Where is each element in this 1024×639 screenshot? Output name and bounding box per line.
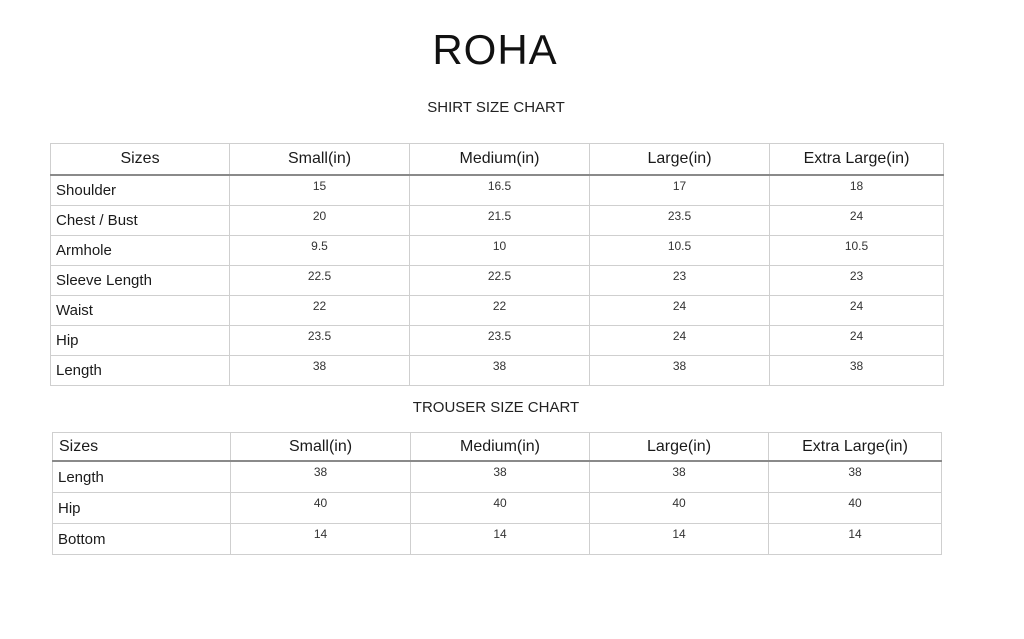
cell-value: 23: [770, 266, 944, 296]
cell-value: 38: [770, 356, 944, 386]
cell-value: 23: [590, 266, 770, 296]
cell-value: 24: [590, 296, 770, 326]
trouser-size-table: [52, 432, 942, 555]
cell-value: 22.5: [230, 266, 410, 296]
table-row: [51, 326, 944, 356]
row-label: Bottom: [53, 524, 231, 555]
trouser-chart-title: TROUSER SIZE CHART: [412, 399, 580, 416]
header-sizes: Sizes: [51, 144, 230, 176]
cell-value: 40: [231, 493, 411, 524]
cell-value: 14: [411, 524, 590, 555]
table-header-row: [53, 433, 942, 462]
table-row: [51, 175, 944, 206]
cell-value: 22: [230, 296, 410, 326]
cell-value: 16.5: [410, 175, 590, 206]
cell-value: 24: [770, 326, 944, 356]
cell-value: 38: [231, 461, 411, 493]
table-row: [51, 266, 944, 296]
table-row: [51, 356, 944, 386]
header-small: Small(in): [230, 144, 410, 176]
row-label: Length: [51, 356, 230, 386]
cell-value: 38: [590, 461, 769, 493]
header-extra-large: Extra Large(in): [769, 433, 942, 462]
cell-value: 15: [230, 175, 410, 206]
shirt-chart-title: SHIRT SIZE CHART: [427, 99, 565, 116]
cell-value: 40: [411, 493, 590, 524]
cell-value: 38: [769, 461, 942, 493]
cell-value: 22.5: [410, 266, 590, 296]
cell-value: 40: [590, 493, 769, 524]
cell-value: 22: [410, 296, 590, 326]
cell-value: 23.5: [590, 206, 770, 236]
cell-value: 17: [590, 175, 770, 206]
cell-value: 18: [770, 175, 944, 206]
table-row: [51, 296, 944, 326]
row-label: Chest / Bust: [51, 206, 230, 236]
cell-value: 10: [410, 236, 590, 266]
header-large: Large(in): [590, 144, 770, 176]
table-header-row: [51, 144, 944, 176]
table-row: [53, 524, 942, 555]
row-label: Armhole: [51, 236, 230, 266]
cell-value: 20: [230, 206, 410, 236]
header-extra-large: Extra Large(in): [770, 144, 944, 176]
shirt-size-table: [50, 143, 944, 386]
header-medium: Medium(in): [410, 144, 590, 176]
header-sizes: Sizes: [53, 433, 231, 462]
header-large: Large(in): [590, 433, 769, 462]
cell-value: 9.5: [230, 236, 410, 266]
cell-value: 40: [769, 493, 942, 524]
cell-value: 38: [230, 356, 410, 386]
row-label: Length: [53, 461, 231, 493]
cell-value: 14: [231, 524, 411, 555]
table-row: [53, 461, 942, 493]
row-label: Waist: [51, 296, 230, 326]
row-label: Sleeve Length: [51, 266, 230, 296]
cell-value: 10.5: [590, 236, 770, 266]
header-medium: Medium(in): [411, 433, 590, 462]
cell-value: 23.5: [410, 326, 590, 356]
cell-value: 38: [590, 356, 770, 386]
cell-value: 14: [590, 524, 769, 555]
cell-value: 24: [770, 296, 944, 326]
cell-value: 14: [769, 524, 942, 555]
cell-value: 21.5: [410, 206, 590, 236]
cell-value: 38: [411, 461, 590, 493]
row-label: Shoulder: [51, 175, 230, 206]
table-row: [53, 493, 942, 524]
header-small: Small(in): [231, 433, 411, 462]
row-label: Hip: [51, 326, 230, 356]
cell-value: 24: [590, 326, 770, 356]
cell-value: 24: [770, 206, 944, 236]
cell-value: 38: [410, 356, 590, 386]
cell-value: 23.5: [230, 326, 410, 356]
table-row: [51, 236, 944, 266]
cell-value: 10.5: [770, 236, 944, 266]
table-row: [51, 206, 944, 236]
brand-title: ROHA: [432, 26, 558, 73]
row-label: Hip: [53, 493, 231, 524]
